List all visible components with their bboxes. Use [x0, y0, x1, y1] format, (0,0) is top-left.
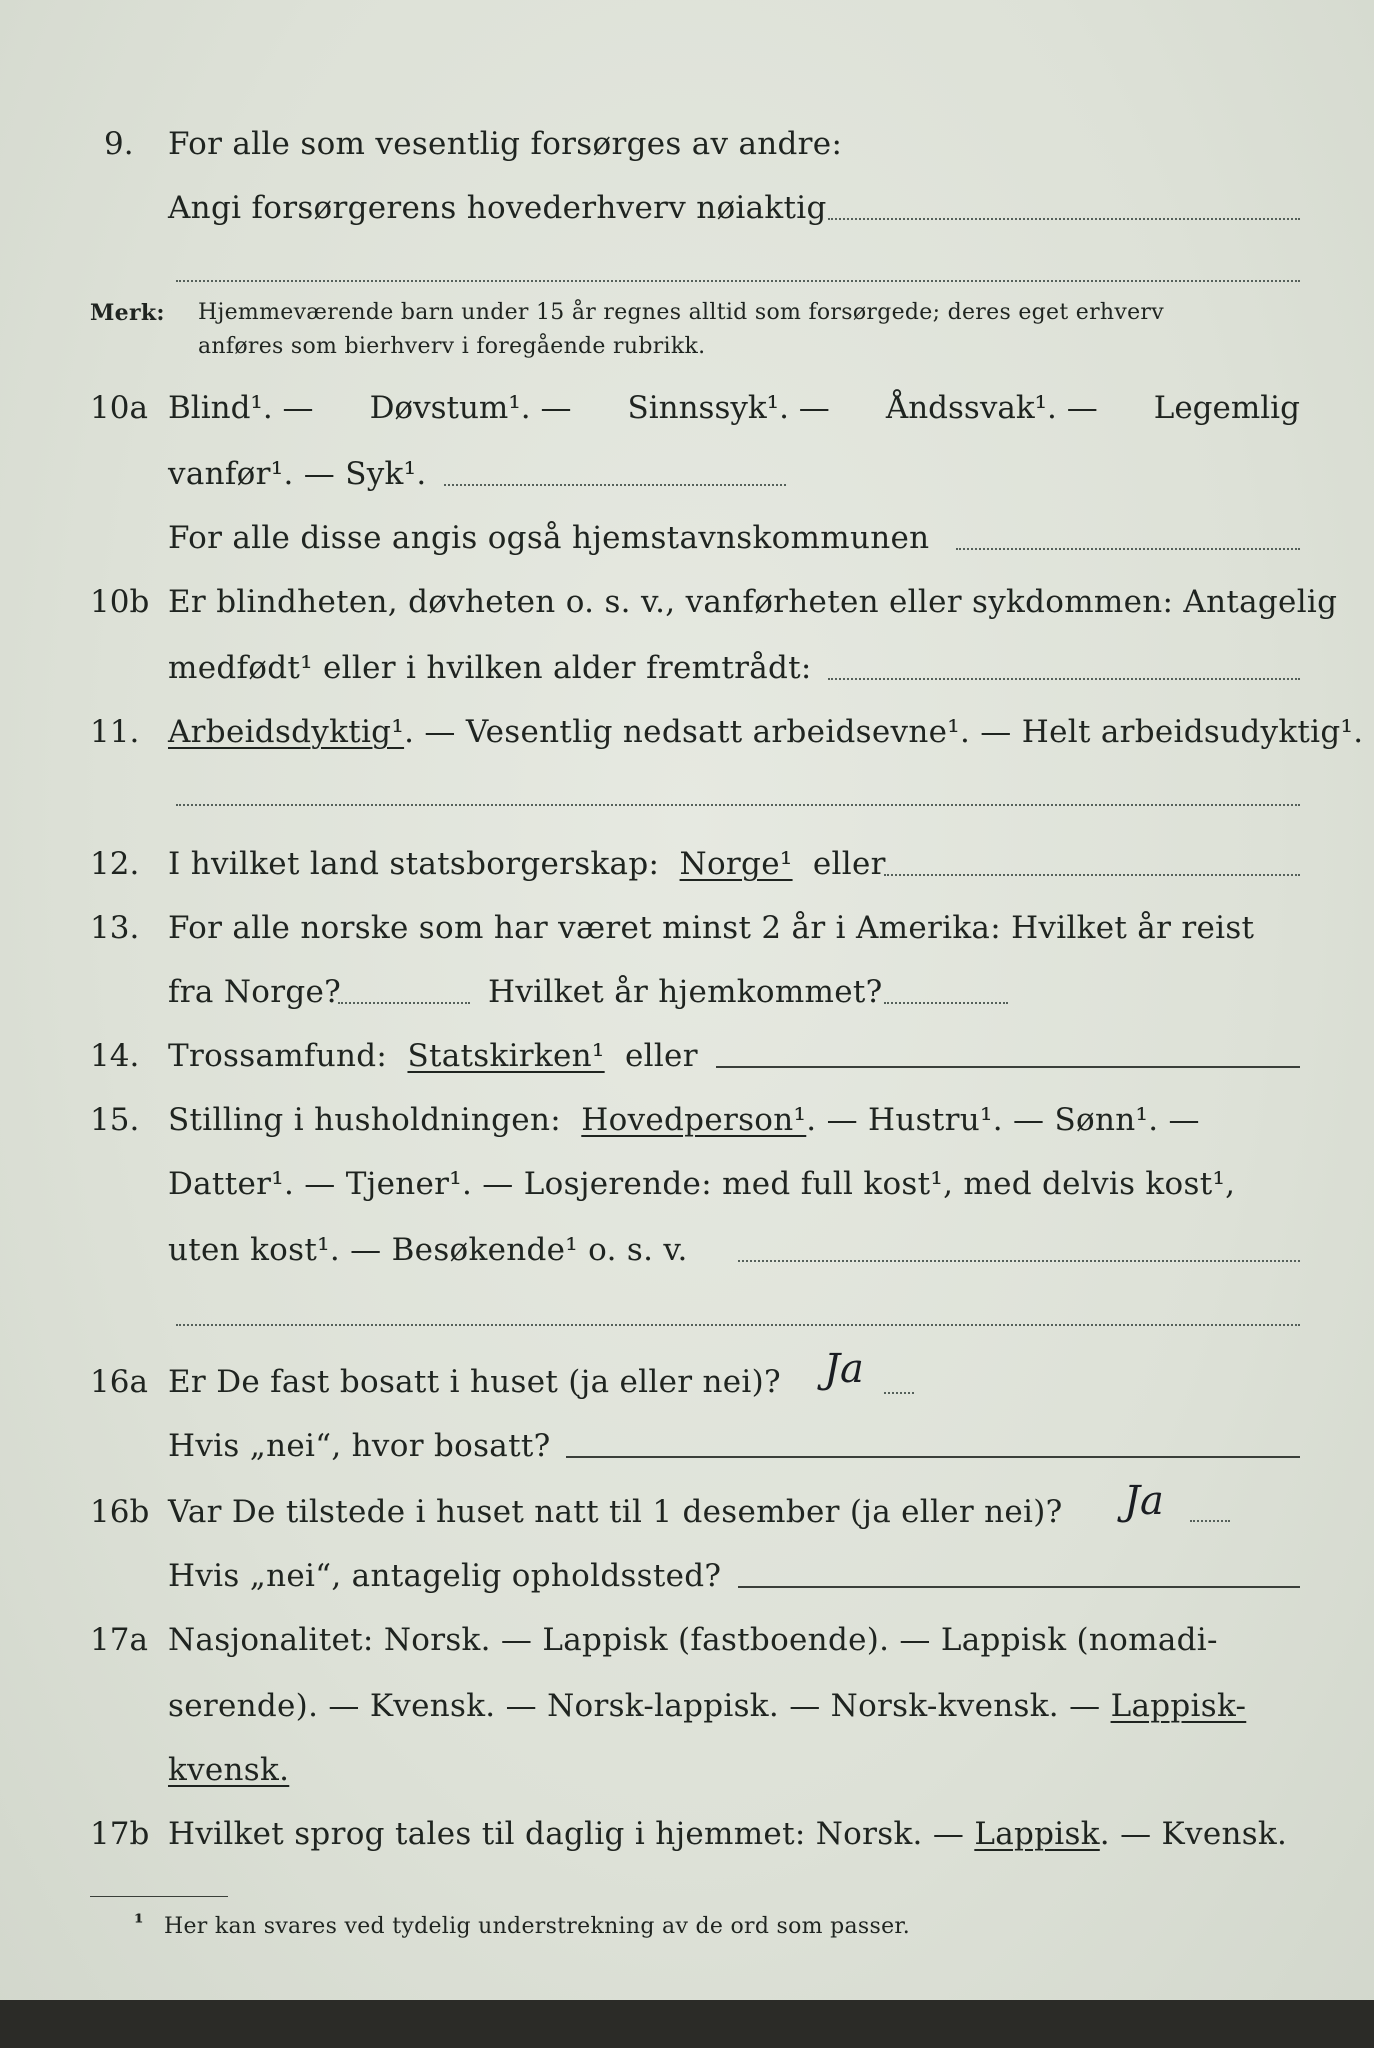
q16b-opholdssted-line[interactable]	[738, 1586, 1300, 1588]
q11-number: 11.	[90, 714, 140, 750]
q16b-number: 16b	[90, 1494, 150, 1530]
q10a-line1	[168, 390, 1300, 426]
q15-line1	[168, 1102, 1200, 1138]
q9-number: 9.	[104, 126, 134, 162]
q10a-item-sinnssyk: Sinnssyk¹. —	[627, 390, 830, 426]
q10a-kommune-line[interactable]	[956, 548, 1300, 550]
q13-line1: For alle norske som har været minst 2 år i Amerika: Hvilket år reist	[168, 910, 1255, 946]
q13-line2a: fra Norge?	[168, 974, 342, 1010]
q17b-line	[168, 1816, 1287, 1852]
footnote-text: Her kan svares ved tydelig understrekning av de ord som passer.	[164, 1914, 911, 1939]
q13-number: 13.	[90, 910, 140, 946]
q16a-answer-line[interactable]	[884, 1392, 914, 1394]
merk-line1: Hjemmeværende barn under 15 år regnes alltid som forsørgede; deres eget erhverv	[198, 300, 1164, 325]
q17a-number: 17a	[90, 1622, 148, 1658]
q12-line	[168, 846, 886, 882]
q11-selected[interactable]: Arbeidsdyktig¹	[168, 714, 405, 750]
q11-rest: . — Vesentlig nedsatt arbeidsevne¹. — Helt arbeidsudyktig¹.	[404, 714, 1364, 750]
q17a-line2	[168, 1688, 1246, 1724]
q17a-line2-text: serende). — Kvensk. — Norsk-lappisk. — Norsk-kvensk. —	[168, 1688, 1101, 1724]
q10b-answer-line[interactable]	[828, 678, 1300, 680]
q10a-syk-line[interactable]	[444, 484, 786, 486]
q15-answer-line-2[interactable]	[176, 1324, 1300, 1326]
footnote-mark: ¹	[134, 1910, 144, 1936]
q12-suffix: eller	[812, 846, 886, 882]
q9-line2: Angi forsørgerens hovederhverv nøiaktig	[168, 190, 827, 226]
q9-line1: For alle som vesentlig forsørges av andre:	[168, 126, 843, 162]
q17b-prefix: Hvilket sprog tales til daglig i hjemmet: Norsk. —	[168, 1816, 965, 1852]
merk-label: Merk:	[90, 300, 165, 326]
q16b-line2: Hvis „nei“, antagelig opholdssted?	[168, 1558, 722, 1594]
q17a-selected-a[interactable]: Lappisk-	[1110, 1688, 1247, 1724]
q17b-selected[interactable]: Lappisk	[974, 1816, 1100, 1852]
q12-number: 12.	[90, 846, 140, 882]
q12-prefix: I hvilket land statsborgerskap:	[168, 846, 660, 882]
q9-answer-line-2[interactable]	[176, 280, 1300, 282]
q16a-bosatt-line[interactable]	[566, 1456, 1300, 1458]
q10b-line1: Er blindheten, døvheten o. s. v., vanførheten eller sykdommen: Antagelig	[168, 584, 1338, 620]
q17a-line1: Nasjonalitet: Norsk. — Lappisk (fastboende). — Lappisk (nomadi-	[168, 1622, 1218, 1658]
q15-selected[interactable]: Hovedperson¹	[581, 1102, 807, 1138]
q10a-item-legemlig: Legemlig	[1153, 390, 1300, 426]
q14-prefix: Trossamfund:	[168, 1038, 388, 1074]
q12-selected[interactable]: Norge¹	[679, 846, 793, 882]
q10a-item-andssvak: Åndssvak¹. —	[885, 390, 1098, 426]
q16b-answer-line[interactable]	[1190, 1520, 1230, 1522]
q10a-line3: For alle disse angis også hjemstavnskommunen	[168, 520, 930, 556]
q10b-line2: medfødt¹ eller i hvilken alder fremtrådt:	[168, 650, 812, 686]
q10a-line2: vanfør¹. — Syk¹.	[168, 456, 427, 492]
q17b-number: 17b	[90, 1816, 150, 1852]
q14-selected[interactable]: Statskirken¹	[407, 1038, 605, 1074]
q13-line2b: Hvilket år hjemkommet?	[488, 974, 883, 1010]
q16a-line1: Er De fast bosatt i huset (ja eller nei)?	[168, 1364, 781, 1400]
q15-prefix: Stilling i husholdningen:	[168, 1102, 561, 1138]
q13-reist-line[interactable]	[338, 1002, 470, 1004]
q16b-line1: Var De tilstede i huset natt til 1 desember (ja eller nei)?	[168, 1494, 1063, 1530]
q16b-handwritten-answer: Ja	[1124, 1478, 1164, 1524]
q14-answer-line[interactable]	[716, 1066, 1300, 1068]
q15-number: 15.	[90, 1102, 140, 1138]
q15-rest1: . — Hustru¹. — Sønn¹. —	[806, 1102, 1200, 1138]
q10a-item-dovstum: Døvstum¹. —	[369, 390, 572, 426]
q14-suffix: eller	[624, 1038, 698, 1074]
q15-answer-line[interactable]	[738, 1260, 1300, 1262]
merk-line2: anføres som bierhverv i foregående rubrikk.	[198, 334, 706, 359]
q15-line3: uten kost¹. — Besøkende¹ o. s. v.	[168, 1232, 688, 1268]
footnote-divider	[90, 1896, 228, 1897]
q9-answer-line[interactable]	[828, 218, 1300, 220]
q10b-number: 10b	[90, 584, 150, 620]
q12-answer-line[interactable]	[884, 874, 1300, 876]
q16a-handwritten-answer: Ja	[824, 1346, 864, 1392]
q14-number: 14.	[90, 1038, 140, 1074]
q17b-suffix: . — Kvensk.	[1099, 1816, 1288, 1852]
q14-line	[168, 1038, 698, 1074]
q16a-number: 16a	[90, 1364, 148, 1400]
q17a-selected-b[interactable]: kvensk.	[168, 1752, 290, 1788]
scan-border	[0, 2000, 1374, 2048]
q15-line2: Datter¹. — Tjener¹. — Losjerende: med full kost¹, med delvis kost¹,	[168, 1166, 1236, 1202]
q10a-number: 10a	[90, 390, 148, 426]
q10a-item-blind: Blind¹. —	[168, 390, 314, 426]
q13-hjemkommet-line[interactable]	[884, 1002, 1008, 1004]
q17a-line3	[168, 1752, 289, 1788]
q11-line	[168, 714, 1363, 750]
q11-answer-line[interactable]	[176, 804, 1300, 806]
q16a-line2: Hvis „nei“, hvor bosatt?	[168, 1428, 551, 1464]
